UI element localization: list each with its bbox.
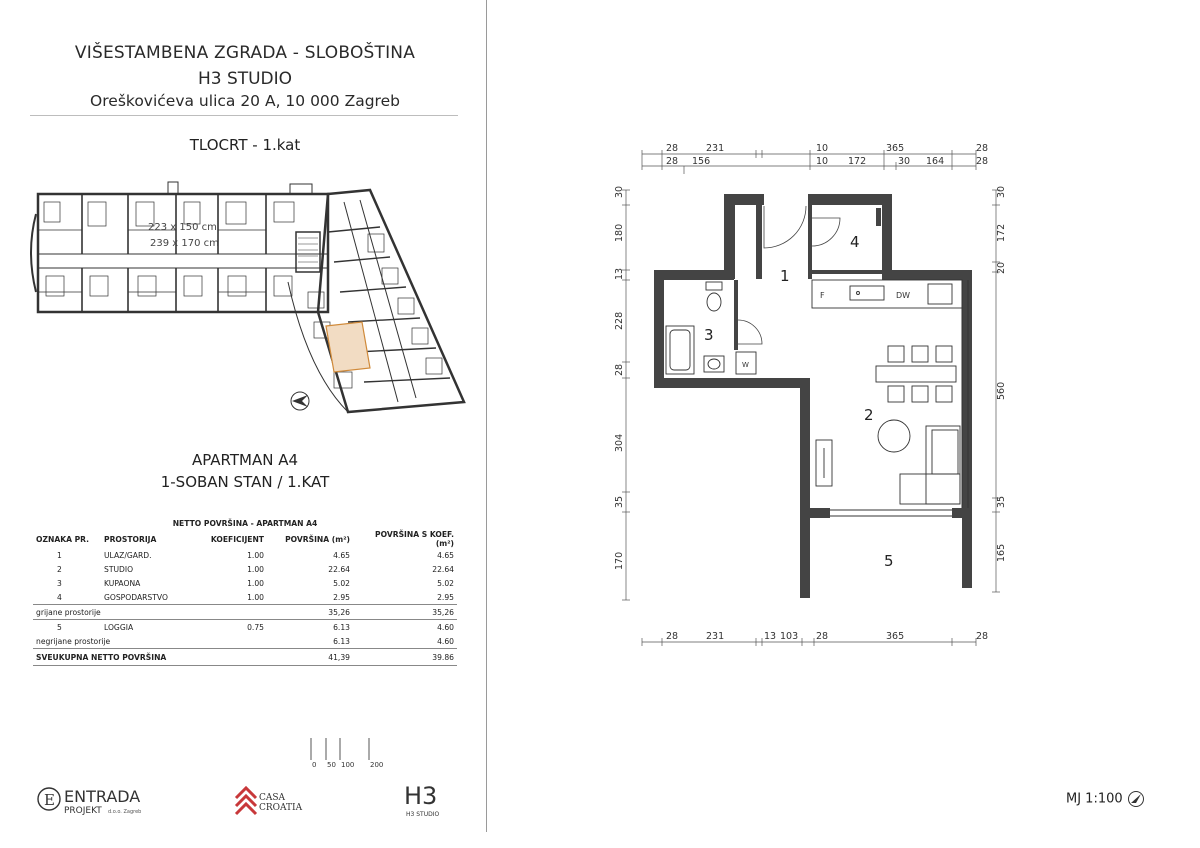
scale-bar: [305, 736, 395, 772]
dim-left: 28: [614, 363, 625, 376]
apartment-floor-plan: [596, 130, 1026, 670]
walls: [654, 194, 972, 598]
apartment-name: APARTMAN A4: [191, 451, 299, 469]
row-area: 22.64: [328, 564, 350, 574]
dim-bottom: 28: [976, 631, 989, 642]
dim-top: 10: [816, 143, 829, 154]
table-row: [33, 590, 457, 605]
sheet-divider: [486, 0, 487, 832]
studio-name: H3 STUDIO: [197, 69, 293, 89]
dim-top: 164: [926, 156, 945, 167]
north-arrow-icon: [1127, 790, 1145, 808]
dishwasher-label: DW: [896, 291, 911, 300]
dim-left: 304: [614, 433, 625, 452]
dim-right: 165: [996, 543, 1007, 562]
col-header: POVRŠINA S KOEF. (m²): [375, 530, 454, 548]
dim-top: 28: [666, 156, 679, 167]
row-id: 5: [33, 620, 101, 635]
col-header: OZNAKA PR.: [36, 534, 90, 544]
scale-value: MJ 1:100: [1066, 791, 1123, 807]
h3-mark: H3: [404, 782, 438, 810]
dim-left: 13: [614, 267, 625, 280]
row-area-coef: 2.95: [437, 592, 454, 602]
dim-top: 231: [706, 143, 725, 154]
washer-label: W: [742, 361, 749, 369]
dim-bottom: 103: [780, 631, 799, 642]
dim-top: 156: [692, 156, 711, 167]
dim-top: 10: [816, 156, 829, 167]
table-row: [33, 562, 457, 576]
dining-table: [876, 346, 956, 402]
entrada-main: ENTRADA: [64, 787, 141, 806]
dim-left: 180: [614, 223, 625, 242]
row-area-coef: 22.64: [432, 564, 454, 574]
casa-croatia-logo: [230, 780, 320, 820]
north-arrow-icon: [291, 392, 309, 410]
dim-top: 28: [976, 156, 989, 167]
scale-label: 200: [370, 761, 384, 769]
fridge-label: F: [820, 291, 825, 300]
area-table-title: NETTO POVRŠINA - APARTMAN A4: [172, 518, 318, 528]
unheated-label: negrijane prostorije: [36, 636, 111, 646]
h3-studio-logo: [396, 778, 456, 822]
table-row: [33, 548, 457, 562]
dim-right: 20: [996, 261, 1007, 274]
row-area: 5.02: [333, 578, 350, 588]
row-room: GOSPODARSTVO: [104, 592, 168, 602]
col-header: POVRŠINA (m²): [285, 534, 350, 544]
project-title: VIŠESTAMBENA ZGRADA - SLOBOŠTINA: [74, 43, 416, 63]
row-area: 2.95: [333, 592, 350, 602]
dim-left: 228: [614, 311, 625, 330]
row-coef: 1.00: [247, 592, 264, 602]
kitchen-counter: [812, 280, 962, 308]
row-coef: 1.00: [247, 578, 264, 588]
unheated-row: [33, 634, 457, 649]
unheated-area-coef: 4.60: [437, 636, 454, 646]
dim-bottom: 13: [764, 631, 777, 642]
row-area: 6.13: [267, 620, 353, 635]
heated-row: [33, 605, 457, 620]
row-id: 1: [57, 550, 62, 560]
row-area-coef: 5.02: [437, 578, 454, 588]
table-row: [33, 620, 457, 635]
row-room: ULAZ/GARD.: [104, 550, 152, 560]
row-id: 4: [57, 592, 62, 602]
row-room: KUPAONA: [104, 578, 141, 588]
row-coef: 1.00: [247, 550, 264, 560]
total-area: 41,39: [267, 649, 353, 666]
svg-text:E: E: [44, 791, 55, 809]
header-rule: [30, 115, 458, 116]
row-coef: 1.00: [247, 564, 264, 574]
row-room: LOGGIA: [101, 620, 199, 635]
room-number-4: 4: [850, 233, 860, 251]
heated-area-coef: 35,26: [353, 605, 457, 620]
entrada-small: d.o.o. Zagreb: [108, 809, 142, 815]
dim-top: 28: [666, 143, 679, 154]
dim-top: 365: [886, 143, 905, 154]
scale-text: [1066, 790, 1145, 808]
keyplan-label-1: 223 x 150 cm: [148, 222, 217, 233]
room-number-2: 2: [864, 406, 874, 424]
entrada-logo: [36, 780, 166, 820]
total-area-coef: 39.86: [353, 649, 457, 666]
row-area: 4.65: [333, 550, 350, 560]
area-table: [33, 516, 457, 666]
dim-top: 172: [848, 156, 867, 167]
heated-label: grijane prostorije: [33, 605, 199, 620]
row-area-coef: 4.60: [353, 620, 457, 635]
total-row: [33, 649, 457, 666]
total-label: SVEUKUPNA NETTO POVRŠINA: [33, 649, 199, 666]
row-id: 2: [57, 564, 62, 574]
casa-line2: CROATIA: [259, 803, 303, 813]
apartment-type: 1-SOBAN STAN / 1.KAT: [160, 473, 330, 491]
highlighted-apartment: [326, 322, 370, 372]
h3-sub: H3 STUDIO: [406, 811, 440, 818]
col-header: PROSTORIJA: [104, 534, 157, 544]
table-row: [33, 576, 457, 590]
unheated-area: 6.13: [333, 636, 350, 646]
row-coef: 0.75: [199, 620, 267, 635]
dim-right: 560: [996, 381, 1007, 400]
dim-left: 35: [614, 495, 625, 508]
living-furniture: [816, 420, 960, 504]
key-floor-plan: [18, 172, 468, 422]
row-id: 3: [57, 578, 62, 588]
row-room: STUDIO: [104, 564, 134, 574]
col-header: KOEFICIJENT: [210, 534, 264, 544]
room-number-3: 3: [704, 326, 714, 344]
room-number-5: 5: [884, 552, 894, 570]
keyplan-label-2: 239 x 170 cm: [150, 238, 219, 249]
project-address: Oreškovićeva ulica 20 A, 10 000 Zagreb: [90, 92, 400, 110]
scale-label: 100: [341, 761, 355, 769]
casa-line1: CASA: [259, 793, 286, 803]
row-area-coef: 4.65: [437, 550, 454, 560]
entrada-sub: PROJEKT: [64, 806, 102, 816]
room-number-1: 1: [780, 267, 790, 285]
dim-left: 30: [614, 185, 625, 198]
dim-left: 170: [614, 551, 625, 570]
dim-right: 30: [996, 185, 1007, 198]
dim-top: 28: [976, 143, 989, 154]
dim-top: 30: [898, 156, 911, 167]
dim-bottom: 28: [666, 631, 679, 642]
scale-label: 50: [327, 761, 336, 769]
area-table-header: [33, 530, 457, 548]
dim-bottom: 28: [816, 631, 829, 642]
heated-area: 35,26: [267, 605, 353, 620]
dim-right: 35: [996, 495, 1007, 508]
keyplan-title: TLOCRT - 1.kat: [189, 136, 301, 154]
scale-label: 0: [312, 761, 317, 769]
dim-right: 172: [996, 223, 1007, 242]
dim-bottom: 365: [886, 631, 905, 642]
dim-bottom: 231: [706, 631, 725, 642]
